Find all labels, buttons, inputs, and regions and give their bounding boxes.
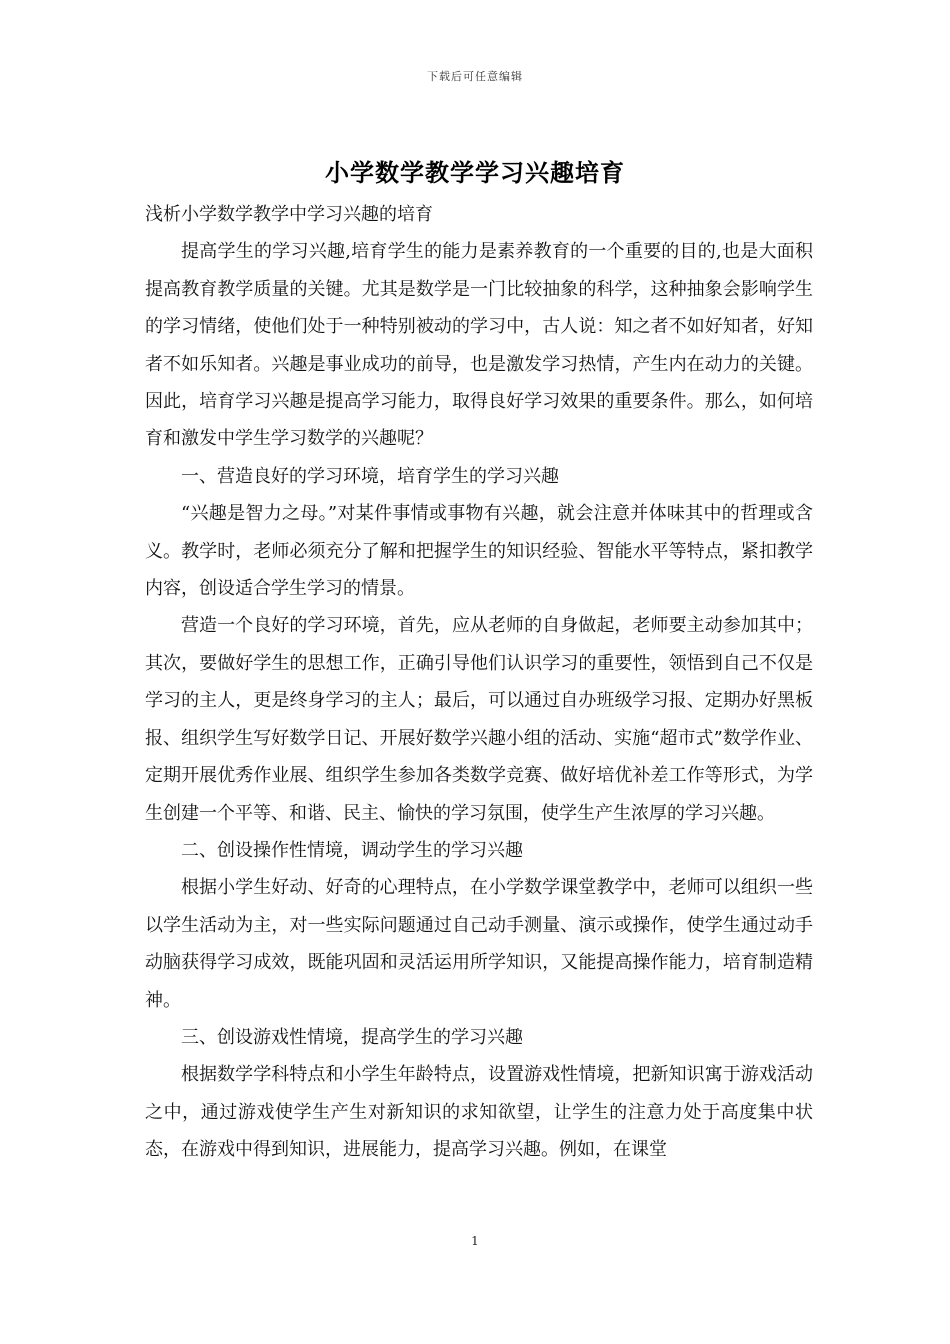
section-heading-3: 三、创设游戏性情境，提高学生的学习兴趣 — [181, 1026, 523, 1048]
section-heading-2: 二、创设操作性情境，调动学生的学习兴趣 — [181, 839, 523, 861]
header-note: 下载后可任意编辑 — [427, 70, 523, 83]
paragraph-section-1b: 营造一个良好的学习环境，首先，应从老师的自身做起，老师要主动参加其中；其次，要做好学生的思想工作，正确引导他们认识学习的重要性，领悟到自己不仅是学习的主人，更是终身学习的主人；最后，可以通过自办班级学习报、定期办好黑板报、组织学生写好数学日记、开展好数学兴趣小组的活动、实施“超市式”数学作业、定期开展优秀作业展、组织学生参加各类数学竞赛、做好培优补差工作等形式，为学生创建一个平等、和谐、民主、愉快的学习氛围，使学生产生浓厚的学习兴趣。 — [145, 615, 813, 824]
paragraph-intro: 提高学生的学习兴趣,培育学生的能力是素养教育的一个重要的目的,也是大面积提高教育教学质量的关键。尤其是数学是一门比较抽象的科学，这种抽象会影响学生的学习情绪，使他们处于一种特别被动的学习中，古人说：知之者不如好知者，好知者不如乐知者。兴趣是事业成功的前导，也是激发学习热情，产生内在动力的关键。因此，培育学习兴趣是提高学习能力，取得良好学习效果的重要条件。那么，如何培育和激发中学生学习数学的兴趣呢？ — [145, 241, 813, 450]
paragraph-section-2: 根据小学生好动、好奇的心理特点，在小学数学课堂教学中，老师可以组织一些以学生活动为主，对一些实际问题通过自己动手测量、演示或操作，使学生通过动手动脑获得学习成效，既能巩固和灵活运用所学知识，又能提高操作能力，培育制造精神。 — [145, 877, 813, 1011]
document-subtitle: 浅析小学数学教学中学习兴趣的培育 — [145, 204, 433, 225]
paragraph-section-3: 根据数学学科特点和小学生年龄特点，设置游戏性情境，把新知识寓于游戏活动之中，通过游戏使学生产生对新知识的求知欲望，让学生的注意力处于高度集中状态，在游戏中得到知识，进展能力，提高学习兴趣。例如，在课堂 — [145, 1064, 813, 1161]
paragraph-section-1a: “兴趣是智力之母。”对某件事情或事物有兴趣，就会注意并体味其中的哲理或含义。教学时，老师必须充分了解和把握学生的知识经验、智能水平等特点，紧扣教学内容，创设适合学生学习的情景。 — [145, 503, 813, 600]
page-number: 1 — [471, 1234, 479, 1248]
document-title: 小学数学教学学习兴趣培育 — [325, 158, 625, 187]
section-heading-1: 一、营造良好的学习环境，培育学生的学习兴趣 — [181, 465, 559, 487]
document-body — [145, 196, 813, 1169]
